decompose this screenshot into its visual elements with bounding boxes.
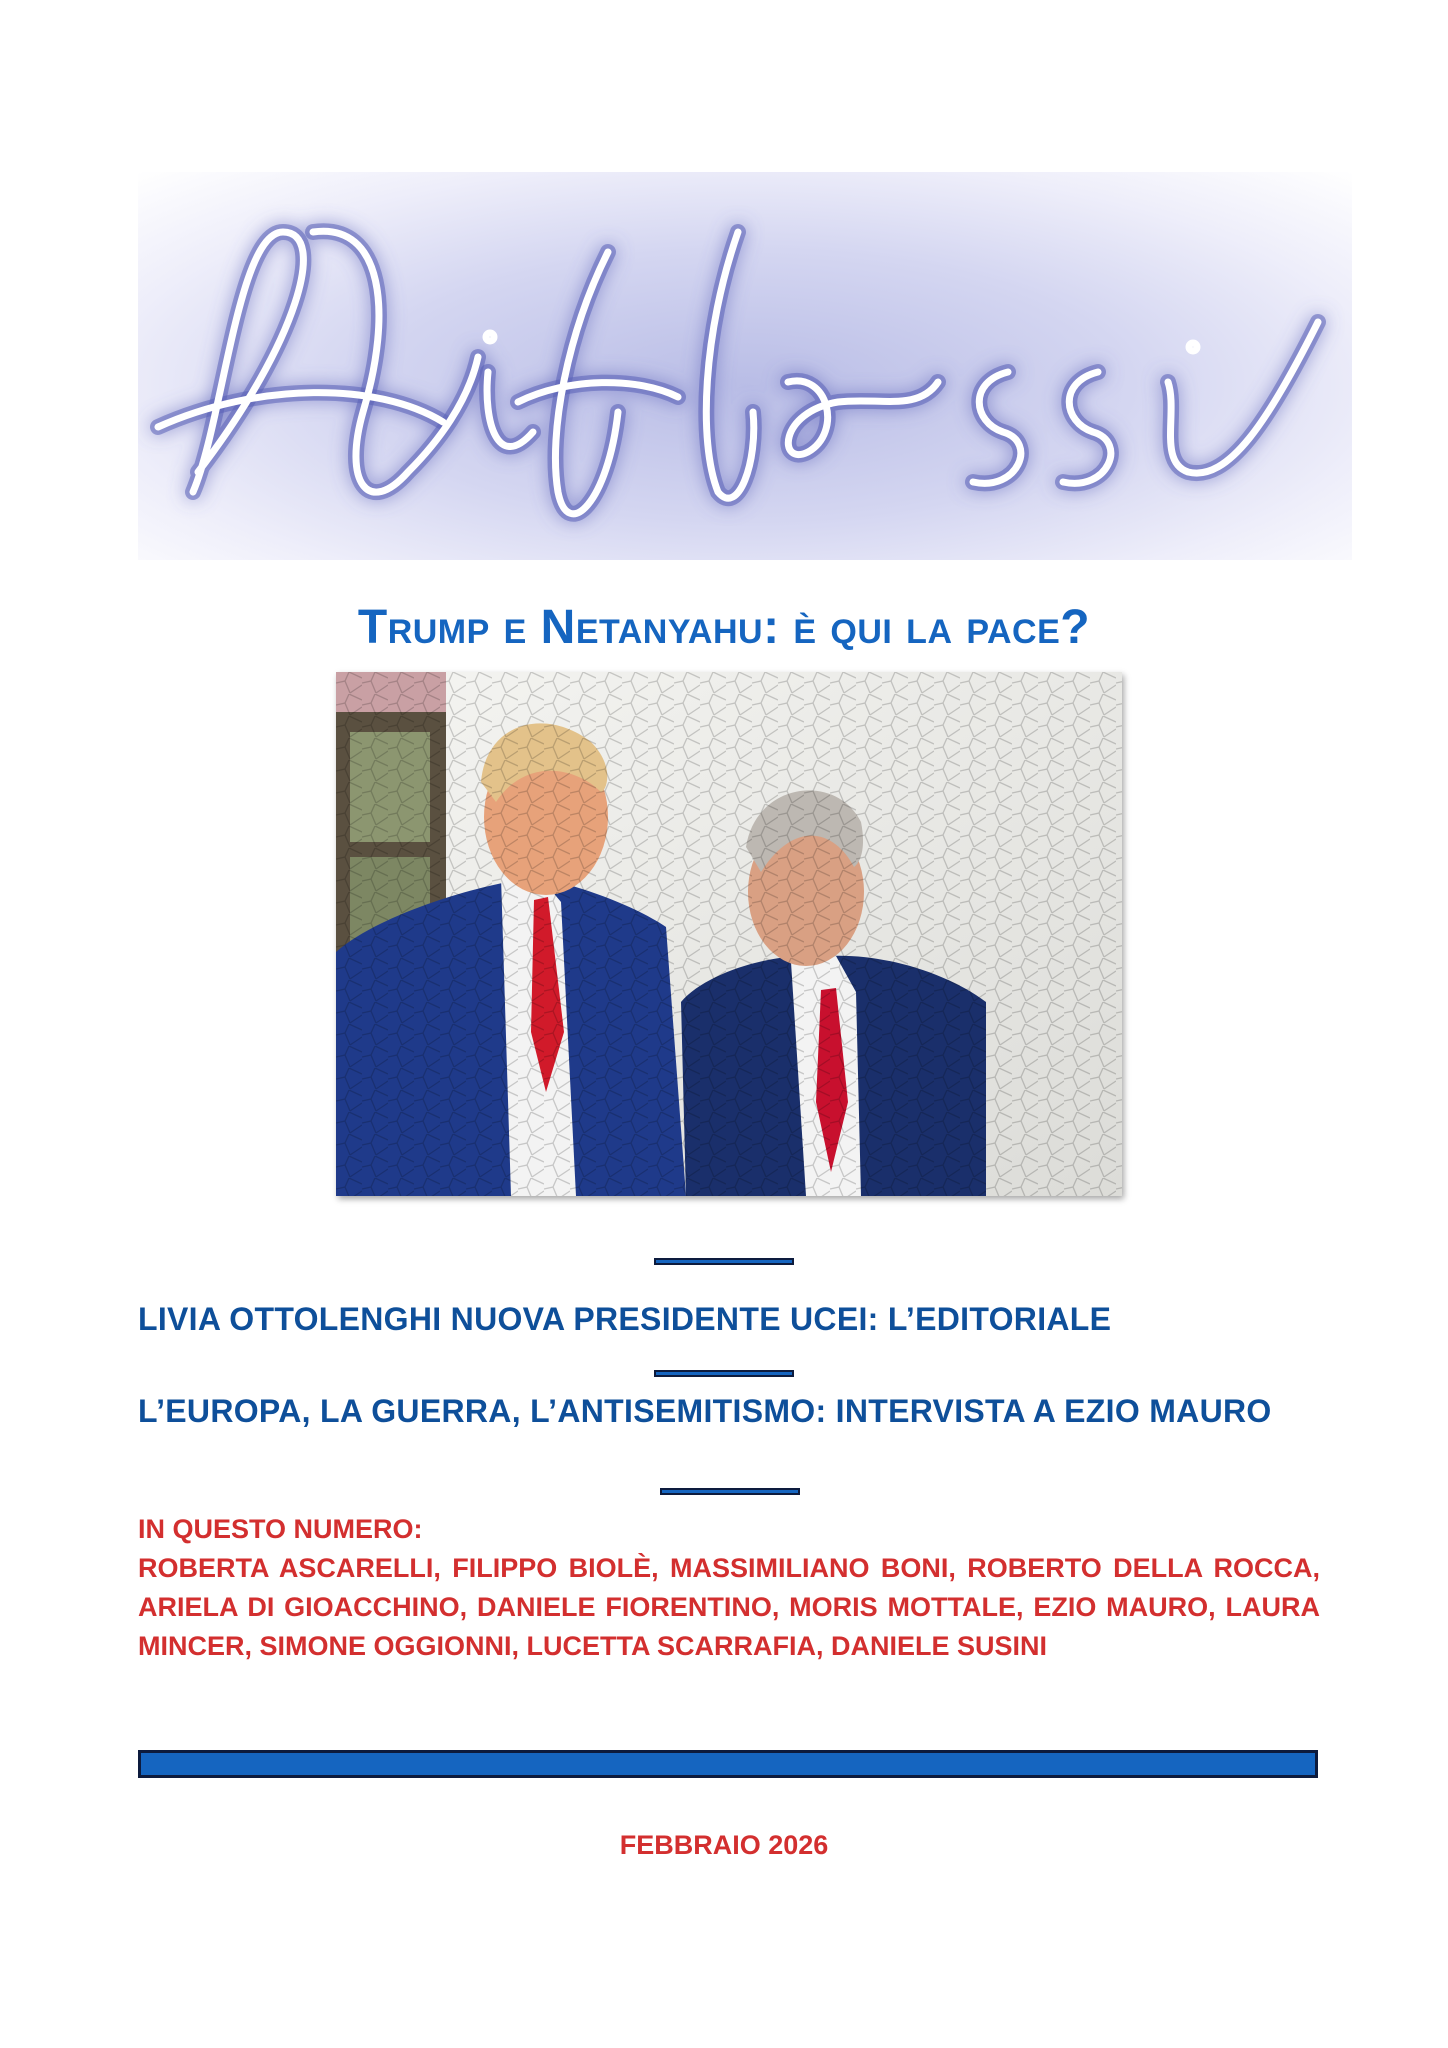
divider-rule <box>654 1258 794 1265</box>
cover-headline: Trump e Netanyahu: è qui la pace? <box>357 601 1091 654</box>
contributors-list: ROBERTA ASCARELLI, FILIPPO BIOLÈ, MASSIMILIANO BONI, ROBERTO DELLA ROCCA, ARIELA DI GIOACCHINO, DANIELE FIORENTINO, MORIS MOTTALE, EZIO MAURO, LAURA MINCER, SIMONE OGGIONNI, LUCETTA SCARRAFIA, DANIELE SUSINI <box>138 1553 1320 1661</box>
divider-rule <box>660 1488 800 1495</box>
masthead-title <box>138 172 1352 560</box>
divider-rule <box>654 1370 794 1377</box>
masthead-logo <box>138 172 1352 560</box>
issue-contents-label: IN QUESTO NUMERO: <box>138 1514 423 1544</box>
cover-photo <box>336 672 1122 1196</box>
feature-editorial: LIVIA OTTOLENGHI NUOVA PRESIDENTE UCEI: L’EDITORIALE <box>138 1301 1112 1337</box>
issue-date: FEBBRAIO 2026 <box>619 1830 829 1860</box>
footer-rule <box>138 1750 1318 1778</box>
cover-photo-two-leaders-icon <box>336 672 1122 1196</box>
feature-interview: L’EUROPA, LA GUERRA, L’ANTISEMITISMO: INTERVISTA A EZIO MAURO <box>138 1393 1272 1429</box>
